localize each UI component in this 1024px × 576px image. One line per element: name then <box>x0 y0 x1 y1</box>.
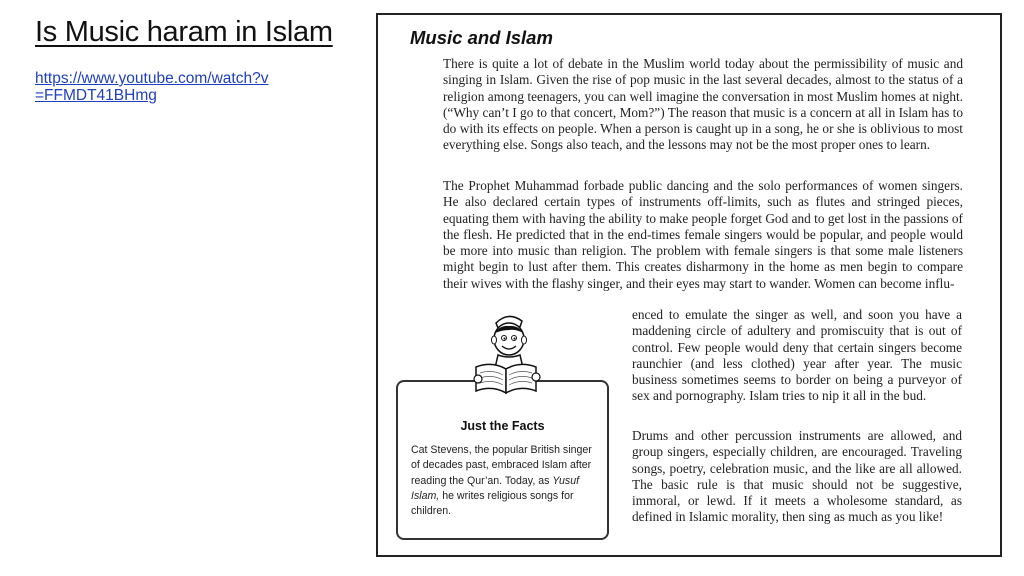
facts-title: Just the Facts <box>460 419 545 433</box>
section-heading: Music and Islam <box>410 27 553 48</box>
slide-title: Is Music haram in Islam <box>35 16 333 48</box>
paragraph-1: There is quite a lot of debate in the Muslim world today about the permissibility of music and singing in Islam. Given the rise of pop music in the last several decades, almost to the status of a religion among teenagers, you can well imagine the conversation in most Muslim homes at night. (“Why can’t I go to that concert, Mom?”) The reason that music is a concern at all in Islam has to do with its effects on people. When a person is caught up in a song, he or she is oblivious to most everything else. Songs also teach, and the lessons may not be the most proper ones to learn. <box>443 56 963 153</box>
video-link[interactable]: https://www.youtube.com/watch?v=FFMDT41BHmg <box>35 70 269 104</box>
paragraph-2: The Prophet Muhammad forbade public dancing and the solo performances of women singers. He also declared certain types of instruments off-limits, such as flutes and stringed pieces, equating them with having the ability to make people forget God and to get lost in the passions of the flesh. He predicted that in the end-times female singers would be popular, and people would be more into music than religion. The problem with female singers is that some male listeners might begin to lust after them. This creates disharmony in the home as men begin to compare their wives with the flashy singer, and their eyes may start to wander. Women can become influ- <box>443 178 963 291</box>
scanned-page <box>376 13 1002 557</box>
facts-text-start: Cat Stevens, the popular British singer of decades past, embraced Islam after reading the Qur’an. Today, as <box>411 444 592 487</box>
facts-text <box>411 443 601 519</box>
cartoon-reader-illustration <box>458 309 558 409</box>
paragraph-3: enced to emulate the singer as well, and soon you have a maddening circle of adultery and promiscuity that is out of control. Few people would deny that certain singers become raunchier (and less clothed) year after year. The music business sometimes seems to border on being a purveyor of sex and pornography. Islam tries to nip it all in the bud. <box>632 307 962 404</box>
facts-text-italic: Yusuf Islam, <box>411 474 580 502</box>
facts-text-end: he writes religious songs for children. <box>411 489 574 518</box>
paragraph-4: Drums and other percussion instruments are allowed, and group singers, especially children, are encouraged. Traveling songs, poetry, celebration music, and the like are all allowed. The basic rule is that music should not be suggestive, immoral, or lewd. If it meets a wholesome standard, as defined in Islamic morality, then sing as much as you like! <box>632 428 962 525</box>
